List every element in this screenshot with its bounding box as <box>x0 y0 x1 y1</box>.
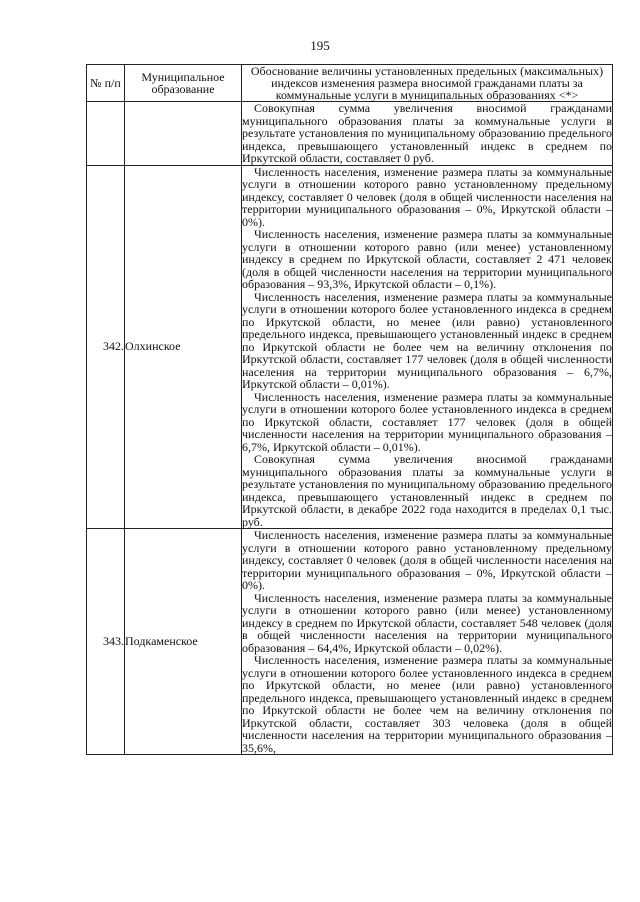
row-municipality: Олхинское <box>125 165 242 529</box>
justification-paragraph: Совокупная сумма увеличения вносимой гражданами муниципального образования платы за коммунальные услуги в результате установления по муниципальному образованию предельного индекса, превышающего установленный индекс в среднем по Иркутской области, в декабре 2022 года находится в пределах 0,1 тыс. руб. <box>242 452 612 529</box>
header-number: № п/п <box>87 65 125 102</box>
justification-paragraph: Численность населения, изменение размера платы за коммунальные услуги в отношении которого более установленного индекса в среднем по Иркутской области, но менее (или равно) установленного предельного индекса, превышающего установленный индекс в среднем по Иркутской области не более чем на величину отклонения по Иркутской области, составляет 303 человека (доля в общей численности населения на территории муниципального образования – 35,6%, <box>242 653 612 755</box>
justification-paragraph: Численность населения, изменение размера платы за коммунальные услуги в отношении которого равно установленному предельному индексу, составляет 0 человек (доля в общей численности населения на территории муниципального образования – 0%, Иркутской области – 0%). <box>242 164 612 229</box>
table-row-343 <box>87 529 613 755</box>
row-justification <box>242 102 613 166</box>
table-row-continuation <box>87 102 613 166</box>
header-municipality: Муниципальное образование <box>125 65 242 102</box>
justification-paragraph: Численность населения, изменение размера платы за коммунальные услуги в отношении которого равно установленному предельному индексу, составляет 0 человек (доля в общей численности населения на территории муниципального образования – 0%, Иркутской области – 0%). <box>242 528 612 592</box>
table-header-row <box>87 65 613 102</box>
header-justification: Обоснование величины установленных предельных (максимальных) индексов изменения размера вносимой гражданами платы за коммунальные услуги в муниципальных образованиях <*> <box>242 65 613 102</box>
table-row-342 <box>87 165 613 529</box>
justification-paragraph: Численность населения, изменение размера платы за коммунальные услуги в отношении которого более установленного индекса в среднем по Иркутской области, но менее (или равно) установленного предельного индекса, превышающего установленный индекс в среднем по Иркутской области не более чем на величину отклонения по Иркутской области, составляет 177 человек (доля в общей численности населения на территории муниципального образования – 6,7%, Иркутской области – 0,01%). <box>242 289 612 391</box>
justification-paragraph: Численность населения, изменение размера платы за коммунальные услуги в отношении которого равно (или менее) установленному индексу в среднем по Иркутской области, составляет 2 471 человек (доля в общей численности населения на территории муниципального образования – 93,3%, Иркутской области – 0,1%). <box>242 227 612 291</box>
justification-paragraph: Совокупная сумма увеличения вносимой гражданами муниципального образования платы за коммунальные услуги в результате установления по муниципальному образованию предельного индекса, превышающего установленный индекс в среднем по Иркутской области, составляет 0 руб. <box>242 101 612 165</box>
row-number: 343. <box>87 529 125 755</box>
justification-paragraph: Численность населения, изменение размера платы за коммунальные услуги в отношении которого равно (или менее) установленному индексу в среднем по Иркутской области, составляет 548 человек (доля в общей численности населения на территории муниципального образования – 64,4%, Иркутской области – 0,02%). <box>242 590 612 655</box>
row-number <box>87 102 125 166</box>
justification-paragraph: Численность населения, изменение размера платы за коммунальные услуги в отношении которого более установленного индекса в среднем по Иркутской области, составляет 177 человек (доля в общей численности населения на территории муниципального образования – 6,7%, Иркутской области – 0,01%). <box>242 389 612 454</box>
page-number: 195 <box>310 38 330 53</box>
row-justification <box>242 529 613 755</box>
row-municipality: Подкаменское <box>125 529 242 755</box>
row-number: 342. <box>87 165 125 529</box>
justification-table <box>86 64 613 755</box>
row-municipality <box>125 102 242 166</box>
row-justification <box>242 165 613 529</box>
